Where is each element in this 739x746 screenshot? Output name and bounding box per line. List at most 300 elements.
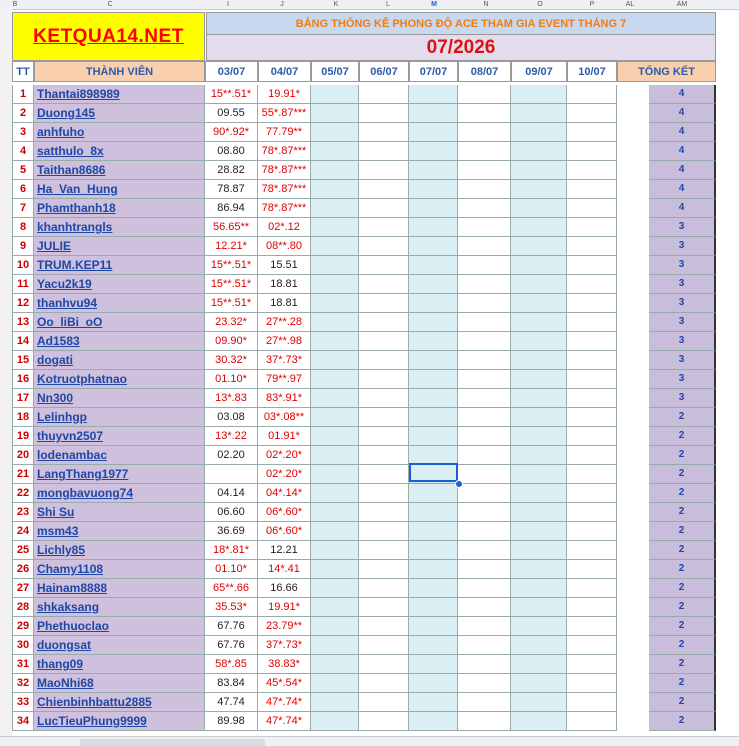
total-cell[interactable]: 4 bbox=[649, 161, 716, 180]
total-cell[interactable]: 2 bbox=[649, 465, 716, 484]
total-cell[interactable]: 2 bbox=[649, 712, 716, 731]
date-cell[interactable] bbox=[458, 161, 511, 180]
date-cell[interactable]: 58*.85 bbox=[205, 655, 258, 674]
member-name-link[interactable]: satthulo_8x bbox=[34, 142, 205, 161]
date-cell[interactable] bbox=[311, 655, 359, 674]
date-cell[interactable]: 09.55 bbox=[205, 104, 258, 123]
member-name-link[interactable]: Lelinhgp bbox=[34, 408, 205, 427]
date-cell[interactable] bbox=[409, 541, 458, 560]
total-cell[interactable]: 2 bbox=[649, 446, 716, 465]
member-name-link[interactable]: Ad1583 bbox=[34, 332, 205, 351]
date-cell[interactable]: 65**.66 bbox=[205, 579, 258, 598]
date-cell[interactable] bbox=[567, 522, 617, 541]
member-name-link[interactable]: TRUM.KEP11 bbox=[34, 256, 205, 275]
date-cell[interactable] bbox=[409, 598, 458, 617]
date-cell[interactable]: 78*.87*** bbox=[258, 161, 311, 180]
date-cell[interactable]: 56.65** bbox=[205, 218, 258, 237]
date-cell[interactable] bbox=[409, 161, 458, 180]
date-cell[interactable] bbox=[511, 313, 567, 332]
date-cell[interactable] bbox=[311, 180, 359, 199]
date-cell[interactable]: 36.69 bbox=[205, 522, 258, 541]
row-number[interactable]: 5 bbox=[12, 161, 34, 180]
date-cell[interactable] bbox=[458, 636, 511, 655]
date-cell[interactable]: 03.08 bbox=[205, 408, 258, 427]
row-number[interactable]: 1 bbox=[12, 85, 34, 104]
date-cell[interactable] bbox=[311, 142, 359, 161]
date-cell[interactable]: 06*.60* bbox=[258, 503, 311, 522]
date-cell[interactable]: 83*.91* bbox=[258, 389, 311, 408]
date-cell[interactable] bbox=[511, 161, 567, 180]
date-cell[interactable] bbox=[511, 674, 567, 693]
date-cell[interactable] bbox=[458, 180, 511, 199]
row-number[interactable]: 30 bbox=[12, 636, 34, 655]
date-cell[interactable] bbox=[511, 408, 567, 427]
date-cell[interactable] bbox=[567, 332, 617, 351]
date-cell[interactable] bbox=[567, 370, 617, 389]
date-cell[interactable] bbox=[359, 427, 409, 446]
date-cell[interactable] bbox=[567, 598, 617, 617]
date-cell[interactable] bbox=[511, 180, 567, 199]
date-cell[interactable] bbox=[359, 313, 409, 332]
date-cell[interactable] bbox=[359, 237, 409, 256]
date-cell[interactable] bbox=[511, 522, 567, 541]
date-cell[interactable] bbox=[567, 427, 617, 446]
date-cell[interactable] bbox=[409, 123, 458, 142]
total-cell[interactable]: 3 bbox=[649, 389, 716, 408]
date-cell[interactable]: 83.84 bbox=[205, 674, 258, 693]
row-number[interactable]: 6 bbox=[12, 180, 34, 199]
date-cell[interactable] bbox=[511, 446, 567, 465]
column-header-l[interactable]: L bbox=[386, 1, 390, 8]
date-cell[interactable] bbox=[311, 256, 359, 275]
date-cell[interactable]: 78*.87*** bbox=[258, 142, 311, 161]
row-number[interactable]: 22 bbox=[12, 484, 34, 503]
date-cell[interactable] bbox=[409, 636, 458, 655]
date-cell[interactable]: 37*.73* bbox=[258, 636, 311, 655]
date-cell[interactable]: 04.14 bbox=[205, 484, 258, 503]
date-cell[interactable] bbox=[311, 275, 359, 294]
date-cell[interactable] bbox=[458, 655, 511, 674]
date-cell[interactable] bbox=[359, 541, 409, 560]
date-cell[interactable]: 01.10* bbox=[205, 560, 258, 579]
row-number[interactable]: 3 bbox=[12, 123, 34, 142]
date-cell[interactable] bbox=[567, 256, 617, 275]
date-cell[interactable] bbox=[311, 237, 359, 256]
date-cell[interactable] bbox=[409, 427, 458, 446]
total-cell[interactable]: 2 bbox=[649, 617, 716, 636]
total-cell[interactable]: 2 bbox=[649, 560, 716, 579]
date-cell[interactable]: 23.79** bbox=[258, 617, 311, 636]
row-number[interactable]: 8 bbox=[12, 218, 34, 237]
date-cell[interactable] bbox=[458, 446, 511, 465]
total-cell[interactable]: 3 bbox=[649, 275, 716, 294]
date-cell[interactable] bbox=[511, 123, 567, 142]
date-cell[interactable] bbox=[311, 598, 359, 617]
date-cell[interactable] bbox=[359, 560, 409, 579]
date-cell[interactable] bbox=[458, 104, 511, 123]
date-cell[interactable]: 47.74 bbox=[205, 693, 258, 712]
date-cell[interactable] bbox=[311, 370, 359, 389]
member-name-link[interactable]: thanhvu94 bbox=[34, 294, 205, 313]
date-cell[interactable] bbox=[409, 351, 458, 370]
date-cell[interactable] bbox=[511, 199, 567, 218]
date-cell[interactable] bbox=[567, 85, 617, 104]
date-cell[interactable] bbox=[511, 503, 567, 522]
date-cell[interactable] bbox=[311, 199, 359, 218]
column-header-n[interactable]: N bbox=[483, 1, 489, 8]
date-cell[interactable]: 47*.74* bbox=[258, 693, 311, 712]
date-cell[interactable] bbox=[511, 351, 567, 370]
member-name-link[interactable]: duongsat bbox=[34, 636, 205, 655]
date-cell[interactable] bbox=[311, 560, 359, 579]
date-cell[interactable] bbox=[458, 389, 511, 408]
date-cell[interactable] bbox=[409, 503, 458, 522]
date-cell[interactable] bbox=[458, 503, 511, 522]
date-cell[interactable] bbox=[511, 712, 567, 731]
date-cell[interactable] bbox=[511, 389, 567, 408]
total-cell[interactable]: 3 bbox=[649, 256, 716, 275]
date-cell[interactable] bbox=[567, 465, 617, 484]
row-number[interactable]: 16 bbox=[12, 370, 34, 389]
row-number[interactable]: 26 bbox=[12, 560, 34, 579]
date-cell[interactable] bbox=[567, 161, 617, 180]
date-cell[interactable] bbox=[458, 313, 511, 332]
date-cell[interactable] bbox=[311, 579, 359, 598]
total-cell[interactable]: 2 bbox=[649, 598, 716, 617]
date-cell[interactable] bbox=[567, 636, 617, 655]
date-cell[interactable] bbox=[458, 427, 511, 446]
date-cell[interactable]: 02*.20* bbox=[258, 446, 311, 465]
date-cell[interactable] bbox=[567, 541, 617, 560]
member-name-link[interactable]: Phethuoclao bbox=[34, 617, 205, 636]
date-cell[interactable] bbox=[409, 85, 458, 104]
date-cell[interactable]: 79**.97 bbox=[258, 370, 311, 389]
date-cell[interactable] bbox=[458, 275, 511, 294]
date-cell[interactable]: 08**.80 bbox=[258, 237, 311, 256]
row-number[interactable]: 10 bbox=[12, 256, 34, 275]
date-cell[interactable] bbox=[311, 541, 359, 560]
row-number[interactable]: 17 bbox=[12, 389, 34, 408]
row-number[interactable]: 9 bbox=[12, 237, 34, 256]
date-cell[interactable] bbox=[359, 712, 409, 731]
date-cell[interactable] bbox=[458, 522, 511, 541]
date-cell[interactable] bbox=[567, 484, 617, 503]
date-cell[interactable] bbox=[359, 484, 409, 503]
date-cell[interactable]: 13*.22 bbox=[205, 427, 258, 446]
date-cell[interactable] bbox=[458, 294, 511, 313]
row-number[interactable]: 21 bbox=[12, 465, 34, 484]
member-name-link[interactable]: thuyvn2507 bbox=[34, 427, 205, 446]
total-cell[interactable]: 3 bbox=[649, 332, 716, 351]
date-cell[interactable] bbox=[458, 560, 511, 579]
member-name-link[interactable]: Oo_liBi_oO bbox=[34, 313, 205, 332]
date-cell[interactable] bbox=[311, 104, 359, 123]
date-cell[interactable] bbox=[458, 370, 511, 389]
total-cell[interactable]: 2 bbox=[649, 655, 716, 674]
member-name-link[interactable]: anhfuho bbox=[34, 123, 205, 142]
date-cell[interactable] bbox=[359, 446, 409, 465]
date-cell[interactable] bbox=[511, 484, 567, 503]
date-cell[interactable]: 18.81 bbox=[258, 275, 311, 294]
total-cell[interactable]: 4 bbox=[649, 199, 716, 218]
date-cell[interactable] bbox=[458, 123, 511, 142]
date-cell[interactable] bbox=[409, 693, 458, 712]
date-cell[interactable] bbox=[311, 522, 359, 541]
date-cell[interactable] bbox=[359, 275, 409, 294]
member-name-link[interactable]: Kotruotphatnao bbox=[34, 370, 205, 389]
date-cell[interactable]: 47*.74* bbox=[258, 712, 311, 731]
date-cell[interactable] bbox=[359, 503, 409, 522]
date-cell[interactable]: 08.80 bbox=[205, 142, 258, 161]
column-header-j[interactable]: J bbox=[280, 1, 284, 8]
date-cell[interactable] bbox=[511, 294, 567, 313]
date-cell[interactable] bbox=[511, 560, 567, 579]
member-name-link[interactable]: khanhtrangls bbox=[34, 218, 205, 237]
member-name-link[interactable]: Shi Su bbox=[34, 503, 205, 522]
date-cell[interactable] bbox=[511, 85, 567, 104]
member-name-link[interactable]: Taithan8686 bbox=[34, 161, 205, 180]
total-cell[interactable]: 2 bbox=[649, 503, 716, 522]
member-name-link[interactable]: Phamthanh18 bbox=[34, 199, 205, 218]
date-cell[interactable] bbox=[359, 161, 409, 180]
date-cell[interactable] bbox=[511, 218, 567, 237]
date-cell[interactable]: 30.32* bbox=[205, 351, 258, 370]
date-cell[interactable]: 15**.51* bbox=[205, 85, 258, 104]
date-cell[interactable] bbox=[359, 104, 409, 123]
date-cell[interactable] bbox=[311, 408, 359, 427]
date-cell[interactable] bbox=[359, 123, 409, 142]
total-cell[interactable]: 4 bbox=[649, 85, 716, 104]
date-cell[interactable]: 18*.81* bbox=[205, 541, 258, 560]
member-name-link[interactable]: MaoNhi68 bbox=[34, 674, 205, 693]
member-name-link[interactable]: JULIE bbox=[34, 237, 205, 256]
date-cell[interactable] bbox=[409, 218, 458, 237]
total-cell[interactable]: 4 bbox=[649, 142, 716, 161]
date-cell[interactable] bbox=[458, 674, 511, 693]
date-cell[interactable] bbox=[359, 389, 409, 408]
date-cell[interactable] bbox=[511, 693, 567, 712]
date-cell[interactable] bbox=[511, 256, 567, 275]
date-cell[interactable]: 02*.12 bbox=[258, 218, 311, 237]
date-cell[interactable]: 45*.54* bbox=[258, 674, 311, 693]
member-name-link[interactable]: mongbavuong74 bbox=[34, 484, 205, 503]
date-cell[interactable] bbox=[458, 408, 511, 427]
date-cell[interactable] bbox=[511, 104, 567, 123]
date-cell[interactable] bbox=[567, 503, 617, 522]
date-cell[interactable]: 14*.41 bbox=[258, 560, 311, 579]
date-cell[interactable] bbox=[359, 332, 409, 351]
date-cell[interactable] bbox=[409, 180, 458, 199]
row-number[interactable]: 7 bbox=[12, 199, 34, 218]
date-cell[interactable]: 77.79** bbox=[258, 123, 311, 142]
date-cell[interactable] bbox=[458, 351, 511, 370]
member-name-link[interactable]: msm43 bbox=[34, 522, 205, 541]
member-name-link[interactable]: Yacu2k19 bbox=[34, 275, 205, 294]
column-header-am[interactable]: AM bbox=[676, 1, 688, 8]
total-cell[interactable]: 2 bbox=[649, 541, 716, 560]
total-cell[interactable]: 3 bbox=[649, 237, 716, 256]
date-cell[interactable] bbox=[311, 503, 359, 522]
date-cell[interactable] bbox=[359, 218, 409, 237]
row-number[interactable]: 12 bbox=[12, 294, 34, 313]
date-cell[interactable] bbox=[359, 351, 409, 370]
date-cell[interactable] bbox=[458, 693, 511, 712]
date-cell[interactable]: 15**.51* bbox=[205, 275, 258, 294]
date-cell[interactable] bbox=[359, 256, 409, 275]
date-cell[interactable] bbox=[409, 142, 458, 161]
column-header-b[interactable]: B bbox=[12, 1, 18, 8]
total-cell[interactable]: 2 bbox=[649, 484, 716, 503]
row-number[interactable]: 4 bbox=[12, 142, 34, 161]
date-cell[interactable] bbox=[567, 104, 617, 123]
date-cell[interactable] bbox=[311, 123, 359, 142]
row-number[interactable]: 28 bbox=[12, 598, 34, 617]
date-cell[interactable]: 35.53* bbox=[205, 598, 258, 617]
date-cell[interactable] bbox=[458, 465, 511, 484]
date-cell[interactable]: 09.90* bbox=[205, 332, 258, 351]
selected-cell[interactable] bbox=[409, 463, 458, 482]
date-cell[interactable] bbox=[409, 294, 458, 313]
date-cell[interactable]: 16.66 bbox=[258, 579, 311, 598]
member-name-link[interactable]: LangThang1977 bbox=[34, 465, 205, 484]
date-cell[interactable] bbox=[567, 142, 617, 161]
total-cell[interactable]: 4 bbox=[649, 104, 716, 123]
date-cell[interactable] bbox=[458, 332, 511, 351]
date-cell[interactable]: 78*.87*** bbox=[258, 180, 311, 199]
date-cell[interactable] bbox=[511, 636, 567, 655]
column-header-al[interactable]: AL bbox=[625, 1, 635, 8]
date-cell[interactable] bbox=[409, 199, 458, 218]
date-cell[interactable] bbox=[359, 85, 409, 104]
row-number[interactable]: 32 bbox=[12, 674, 34, 693]
row-number[interactable]: 27 bbox=[12, 579, 34, 598]
total-cell[interactable]: 3 bbox=[649, 294, 716, 313]
member-name-link[interactable]: Ha_Van_Hung bbox=[34, 180, 205, 199]
total-cell[interactable]: 4 bbox=[649, 180, 716, 199]
member-name-link[interactable]: Chamy1108 bbox=[34, 560, 205, 579]
row-number[interactable]: 25 bbox=[12, 541, 34, 560]
date-cell[interactable] bbox=[311, 693, 359, 712]
date-cell[interactable] bbox=[311, 313, 359, 332]
row-number[interactable]: 11 bbox=[12, 275, 34, 294]
total-cell[interactable]: 4 bbox=[649, 123, 716, 142]
date-cell[interactable] bbox=[359, 180, 409, 199]
date-cell[interactable] bbox=[359, 693, 409, 712]
total-cell[interactable]: 2 bbox=[649, 579, 716, 598]
date-cell[interactable] bbox=[458, 617, 511, 636]
date-cell[interactable] bbox=[511, 275, 567, 294]
total-cell[interactable]: 2 bbox=[649, 693, 716, 712]
date-cell[interactable] bbox=[409, 712, 458, 731]
date-cell[interactable] bbox=[567, 560, 617, 579]
column-header-o[interactable]: O bbox=[537, 1, 543, 8]
date-cell[interactable] bbox=[567, 408, 617, 427]
date-cell[interactable] bbox=[567, 294, 617, 313]
date-cell[interactable]: 89.98 bbox=[205, 712, 258, 731]
date-cell[interactable] bbox=[409, 560, 458, 579]
row-number[interactable]: 23 bbox=[12, 503, 34, 522]
total-cell[interactable]: 2 bbox=[649, 674, 716, 693]
date-cell[interactable] bbox=[409, 313, 458, 332]
total-cell[interactable]: 2 bbox=[649, 408, 716, 427]
date-cell[interactable]: 03*.08** bbox=[258, 408, 311, 427]
date-cell[interactable] bbox=[409, 370, 458, 389]
site-logo[interactable] bbox=[12, 12, 205, 61]
date-cell[interactable] bbox=[567, 313, 617, 332]
date-cell[interactable]: 78.87 bbox=[205, 180, 258, 199]
date-cell[interactable]: 86.94 bbox=[205, 199, 258, 218]
date-cell[interactable]: 12.21* bbox=[205, 237, 258, 256]
date-cell[interactable] bbox=[311, 332, 359, 351]
date-cell[interactable] bbox=[311, 161, 359, 180]
date-cell[interactable] bbox=[311, 636, 359, 655]
date-cell[interactable] bbox=[359, 408, 409, 427]
date-cell[interactable] bbox=[409, 579, 458, 598]
date-cell[interactable] bbox=[409, 275, 458, 294]
date-cell[interactable] bbox=[359, 579, 409, 598]
date-cell[interactable] bbox=[359, 370, 409, 389]
date-cell[interactable] bbox=[511, 332, 567, 351]
member-name-link[interactable]: LucTieuPhung9999 bbox=[34, 712, 205, 731]
date-cell[interactable] bbox=[359, 655, 409, 674]
date-cell[interactable] bbox=[409, 332, 458, 351]
row-number[interactable]: 14 bbox=[12, 332, 34, 351]
date-cell[interactable] bbox=[567, 655, 617, 674]
column-header-p[interactable]: P bbox=[589, 1, 595, 8]
row-number[interactable]: 13 bbox=[12, 313, 34, 332]
date-cell[interactable] bbox=[359, 199, 409, 218]
date-cell[interactable] bbox=[311, 465, 359, 484]
date-cell[interactable] bbox=[511, 541, 567, 560]
date-cell[interactable] bbox=[311, 446, 359, 465]
date-cell[interactable] bbox=[567, 180, 617, 199]
member-name-link[interactable]: Hainam8888 bbox=[34, 579, 205, 598]
date-cell[interactable] bbox=[458, 541, 511, 560]
date-cell[interactable]: 67.76 bbox=[205, 617, 258, 636]
row-number[interactable]: 20 bbox=[12, 446, 34, 465]
date-cell[interactable] bbox=[311, 294, 359, 313]
date-cell[interactable] bbox=[567, 712, 617, 731]
date-cell[interactable] bbox=[409, 617, 458, 636]
date-cell[interactable] bbox=[359, 617, 409, 636]
date-cell[interactable] bbox=[409, 104, 458, 123]
date-cell[interactable]: 67.76 bbox=[205, 636, 258, 655]
member-name-link[interactable]: Thantai898989 bbox=[34, 85, 205, 104]
date-cell[interactable] bbox=[205, 465, 258, 484]
date-cell[interactable]: 06.60 bbox=[205, 503, 258, 522]
date-cell[interactable] bbox=[567, 199, 617, 218]
date-cell[interactable]: 78*.87*** bbox=[258, 199, 311, 218]
date-cell[interactable] bbox=[311, 427, 359, 446]
member-name-link[interactable]: thang09 bbox=[34, 655, 205, 674]
date-cell[interactable]: 06*.60* bbox=[258, 522, 311, 541]
date-cell[interactable] bbox=[311, 218, 359, 237]
date-cell[interactable] bbox=[458, 598, 511, 617]
date-cell[interactable] bbox=[359, 294, 409, 313]
total-cell[interactable]: 2 bbox=[649, 636, 716, 655]
column-header-i[interactable]: I bbox=[227, 1, 229, 8]
date-cell[interactable] bbox=[359, 674, 409, 693]
total-cell[interactable]: 3 bbox=[649, 351, 716, 370]
date-cell[interactable]: 02.20 bbox=[205, 446, 258, 465]
date-cell[interactable]: 02*.20* bbox=[258, 465, 311, 484]
date-cell[interactable] bbox=[409, 674, 458, 693]
total-cell[interactable]: 3 bbox=[649, 313, 716, 332]
total-cell[interactable]: 3 bbox=[649, 218, 716, 237]
total-cell[interactable]: 2 bbox=[649, 522, 716, 541]
date-cell[interactable] bbox=[567, 275, 617, 294]
date-cell[interactable] bbox=[409, 256, 458, 275]
